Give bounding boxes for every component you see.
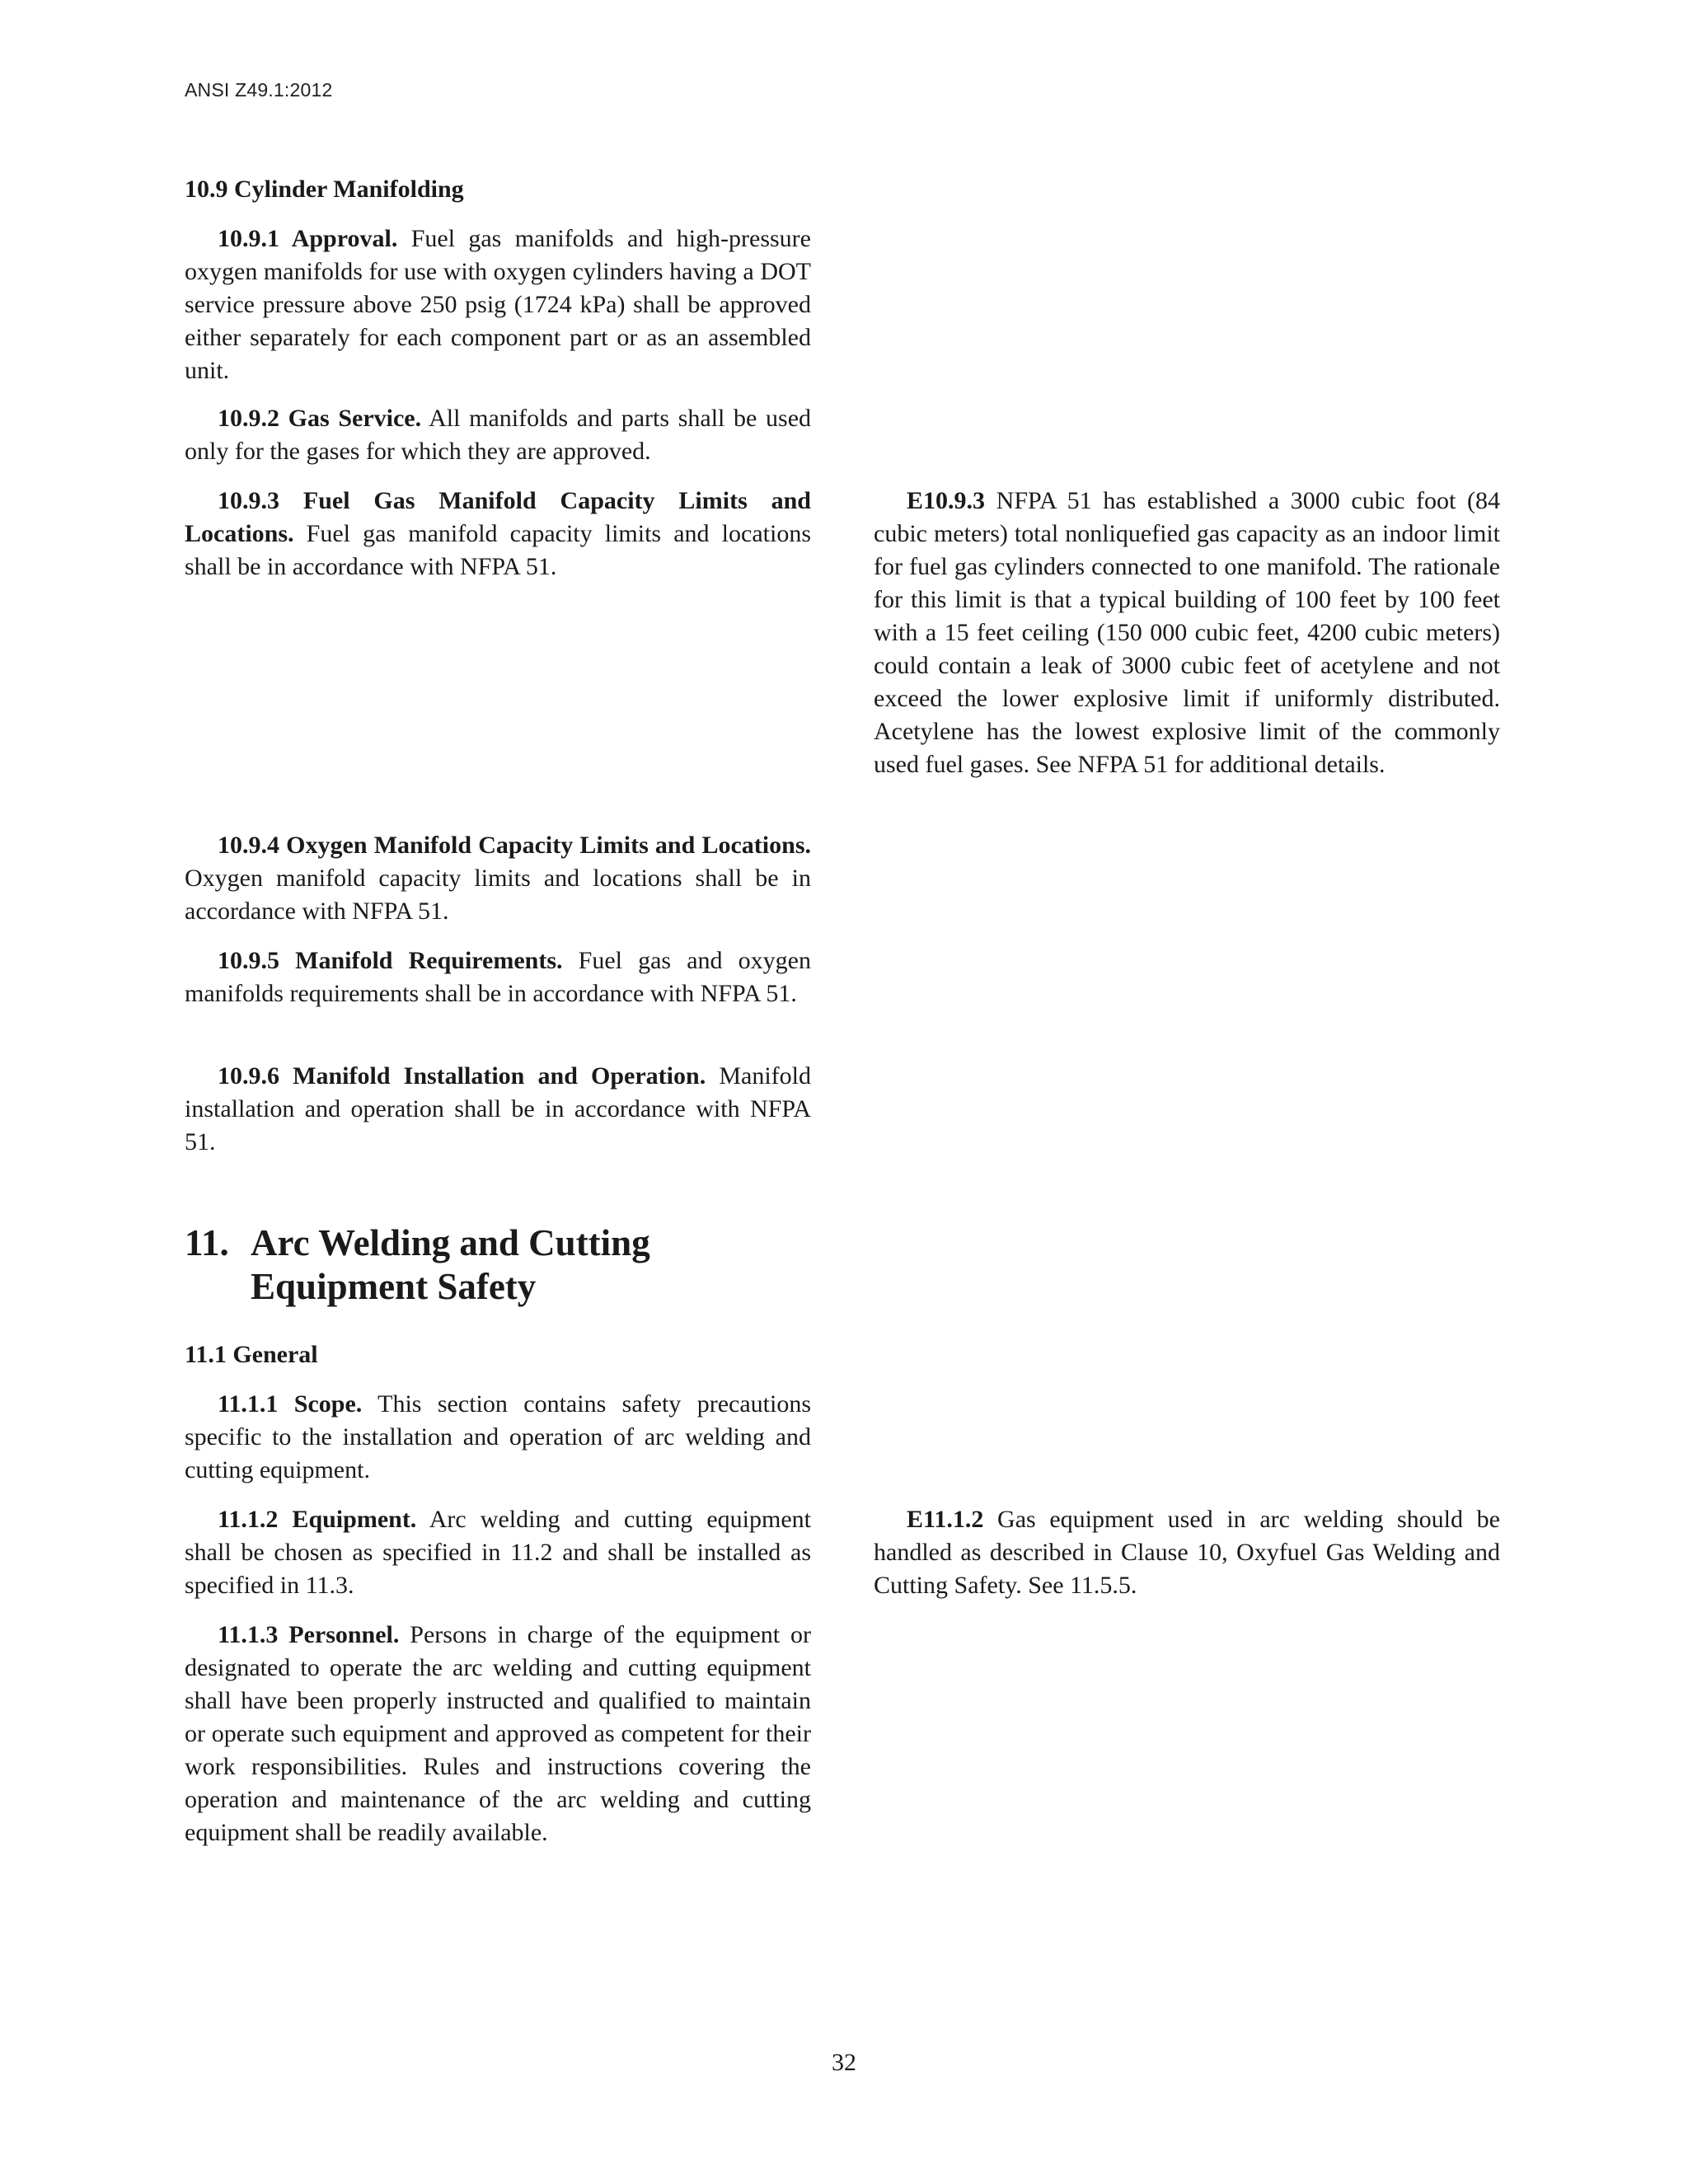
paragraph-lead: 10.9.3 Fuel Gas Manifold Capacity Limits and Locations. bbox=[185, 487, 811, 547]
paragraph-10-9-2 bbox=[185, 402, 811, 468]
page-number: 32 bbox=[832, 2049, 856, 2076]
section-10-9-heading: 10.9 Cylinder Manifolding bbox=[185, 176, 464, 203]
paragraph-lead: 11.1.1 Scope. bbox=[218, 1390, 363, 1418]
paragraph-11-1-2 bbox=[185, 1503, 811, 1602]
clause-number: 11. bbox=[185, 1222, 229, 1263]
paragraph-text: Fuel gas manifolds and high-pressure oxygen manifolds for use with oxygen cylinders having a DOT service pressure above 250 psig (1724 kPa) shall be approved either separately for each component part or as an assembled unit. bbox=[185, 225, 811, 384]
paragraph-lead: 11.1.2 Equipment. bbox=[218, 1506, 417, 1533]
clause-title-text: Arc Welding and Cutting Equipment Safety bbox=[251, 1222, 650, 1307]
paragraph-text: This section contains safety precautions specific to the installation and operation of arc welding and cutting equipment. bbox=[185, 1390, 811, 1483]
running-header: ANSI Z49.1:2012 bbox=[185, 79, 333, 101]
paragraph-11-1-1 bbox=[185, 1388, 811, 1487]
paragraph-lead: 10.9.2 Gas Service. bbox=[218, 405, 422, 432]
paragraph-lead: 10.9.1 Approval. bbox=[218, 225, 398, 252]
note-lead: E11.1.2 bbox=[907, 1506, 984, 1533]
paragraph-text: Persons in charge of the equipment or designated to operate the arc welding and cutting equipment shall have been properly instructed and qualified to maintain or operate such equipment and approved as competent for their work responsibilities. Rules and instructions covering the operation and maintenance of the arc welding and cutting equipment shall be readily available. bbox=[185, 1621, 811, 1846]
section-11-1-heading: 11.1 General bbox=[185, 1341, 318, 1368]
paragraph-text: Fuel gas and oxygen manifolds requirements shall be in accordance with NFPA 51. bbox=[185, 947, 811, 1007]
paragraph-text: Arc welding and cutting equipment shall be chosen as specified in 11.2 and shall be installed as specified in 11.3. bbox=[185, 1506, 811, 1599]
paragraph-10-9-1 bbox=[185, 223, 811, 387]
paragraph-10-9-3 bbox=[185, 485, 811, 583]
paragraph-lead: 10.9.4 Oxygen Manifold Capacity Limits and Locations. bbox=[218, 832, 811, 859]
note-text: NFPA 51 has established a 3000 cubic foot (84 cubic meters) total nonliquefied gas capacity as an indoor limit for fuel gas cylinders connected to one manifold. The rationale for this limit is that a typical building of 100 feet by 100 feet with a 15 feet ceiling (150 000 cubic feet, 4200 cubic meters) could contain a leak of 3000 cubic feet of acetylene and not exceed the lower explosive limit if uniformly distributed. Acetylene has the lowest explosive limit of the commonly used fuel gases. See NFPA 51 for additional details. bbox=[874, 487, 1500, 778]
paragraph-lead: 10.9.6 Manifold Installation and Operation. bbox=[218, 1062, 706, 1090]
paragraph-text: All manifolds and parts shall be used only for the gases for which they are approved. bbox=[185, 405, 812, 465]
note-e11-1-2 bbox=[874, 1503, 1500, 1602]
paragraph-10-9-6 bbox=[185, 1060, 811, 1159]
paragraph-text: Oxygen manifold capacity limits and locations shall be in accordance with NFPA 51. bbox=[185, 865, 811, 925]
note-text: Gas equipment used in arc welding should be handled as described in Clause 10, Oxyfuel Gas Welding and Cutting Safety. See 11.5.5. bbox=[874, 1506, 1500, 1599]
paragraph-10-9-5 bbox=[185, 944, 811, 1010]
paragraph-text: Manifold installation and operation shall be in accordance with NFPA 51. bbox=[185, 1062, 812, 1155]
paragraph-10-9-4 bbox=[185, 829, 811, 928]
note-lead: E10.9.3 bbox=[907, 487, 986, 514]
paragraph-lead: 11.1.3 Personnel. bbox=[218, 1621, 400, 1648]
paragraph-text: Fuel gas manifold capacity limits and locations shall be in accordance with NFPA 51. bbox=[185, 520, 811, 580]
paragraph-11-1-3 bbox=[185, 1619, 811, 1849]
paragraph-lead: 10.9.5 Manifold Requirements. bbox=[218, 947, 563, 974]
note-e10-9-3 bbox=[874, 485, 1500, 781]
